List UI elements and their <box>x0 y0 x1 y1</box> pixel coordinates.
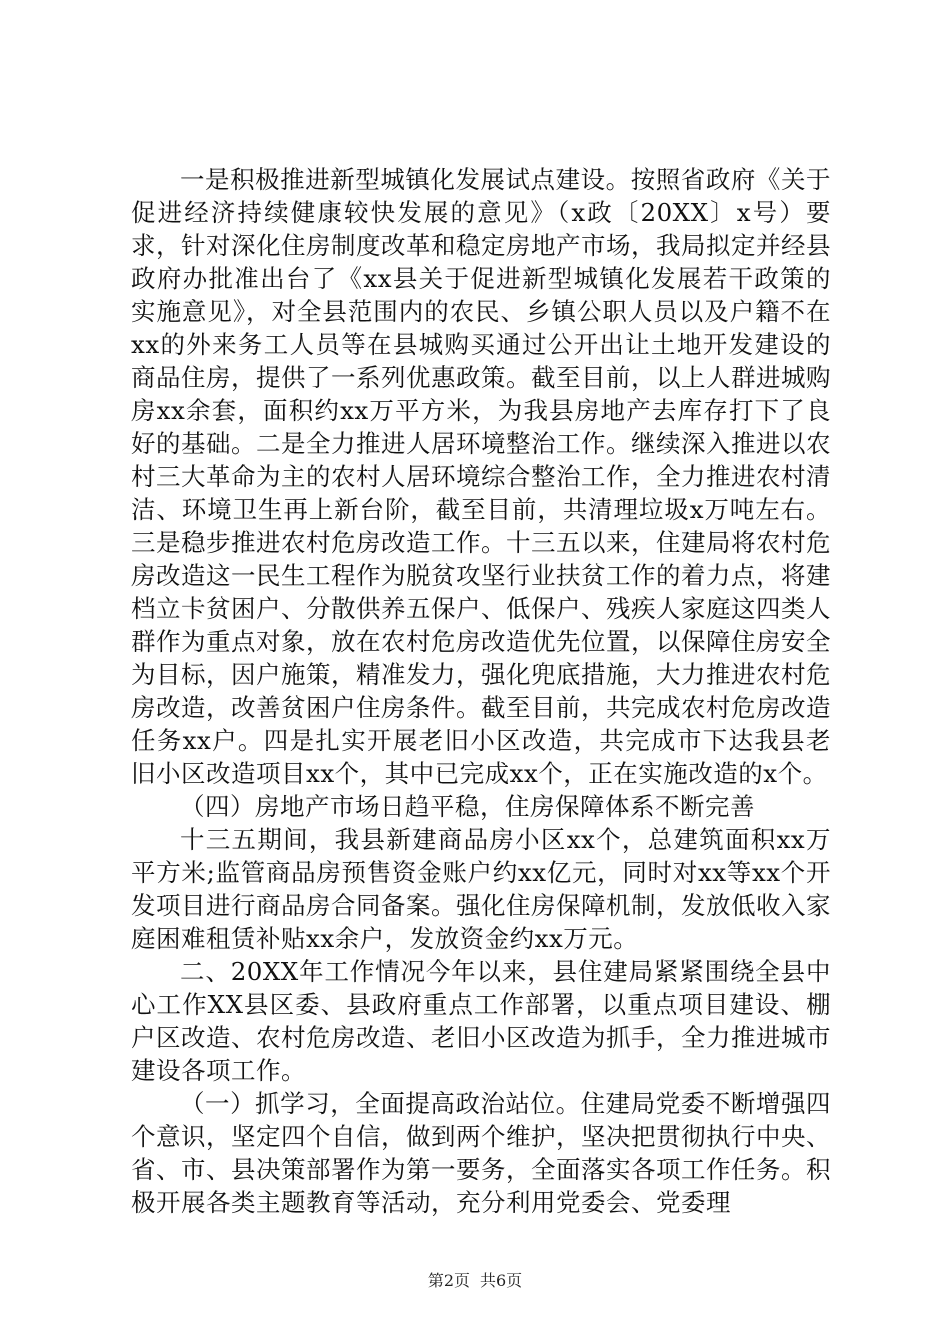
page-total: 共6页 <box>480 1271 523 1290</box>
page-number: 第2页 <box>427 1271 470 1290</box>
document-body <box>131 163 831 1219</box>
paragraph: （一）抓学习，全面提高政治站位。住建局党委不断增强四个意识，坚定四个自信，做到两个维护，坚决把贯彻执行中央、省、市、县决策部署作为第一要务，全面落实各项工作任务。积极开展各类主题教育等活动，充分利用党委会、党委理 <box>131 1089 831 1217</box>
section-heading: （四）房地产市场日趋平稳，住房保障体系不断完善 <box>180 792 755 821</box>
paragraph: 一是积极推进新型城镇化发展试点建设。按照省政府《关于促进经济持续健康较快发展的意见》（x政〔20XX〕x号）要求，针对深化住房制度改革和稳定房地产市场，我局拟定并经县政府办批准出台了《xx县关于促进新型城镇化发展若干政策的实施意见》，对全县范围内的农民、乡镇公职人员以及户籍不在xx的外来务工人员等在县城购买通过公开出让土地开发建设的商品住房，提供了一系列优惠政策。截至目前，以上人群进城购房xx余套，面积约xx万平方米，为我县房地产去库存打下了良好的基础。二是全力推进人居环境整治工作。继续深入推进以农村三大革命为主的农村人居环境综合整治工作，全力推进农村清洁、环境卫生再上新台阶，截至目前，共清理垃圾x万吨左右。三是稳步推进农村危房改造工作。十三五以来，住建局将农村危房改造这一民生工程作为脱贫攻坚行业扶贫工作的着力点，将建档立卡贫困户、分散供养五保户、低保户、残疾人家庭这四类人群作为重点对象，放在农村危房改造优先位置，以保障住房安全为目标，因户施策，精准发力，强化兜底措施，大力推进农村危房改造，改善贫困户住房条件。截至目前，共完成农村危房改造任务xx户。四是扎实开展老旧小区改造，共完成市下达我县老旧小区改造项目xx个，其中已完成xx个，正在实施改造的x个。 <box>131 165 831 788</box>
paragraph: 二、20XX年工作情况今年以来，县住建局紧紧围绕全县中心工作XX县区委、县政府重点工作部署，以重点项目建设、棚户区改造、农村危房改造、老旧小区改造为抓手，全力推进城市建设各项工作。 <box>131 957 831 1085</box>
page-footer <box>0 1268 950 1291</box>
paragraph: 十三五期间，我县新建商品房小区xx个，总建筑面积xx万平方米;监管商品房预售资金账户约xx亿元，同时对xx等xx个开发项目进行商品房合同备案。强化住房保障机制，发放低收入家庭困难租赁补贴xx余户，发放资金约xx万元。 <box>131 825 831 953</box>
